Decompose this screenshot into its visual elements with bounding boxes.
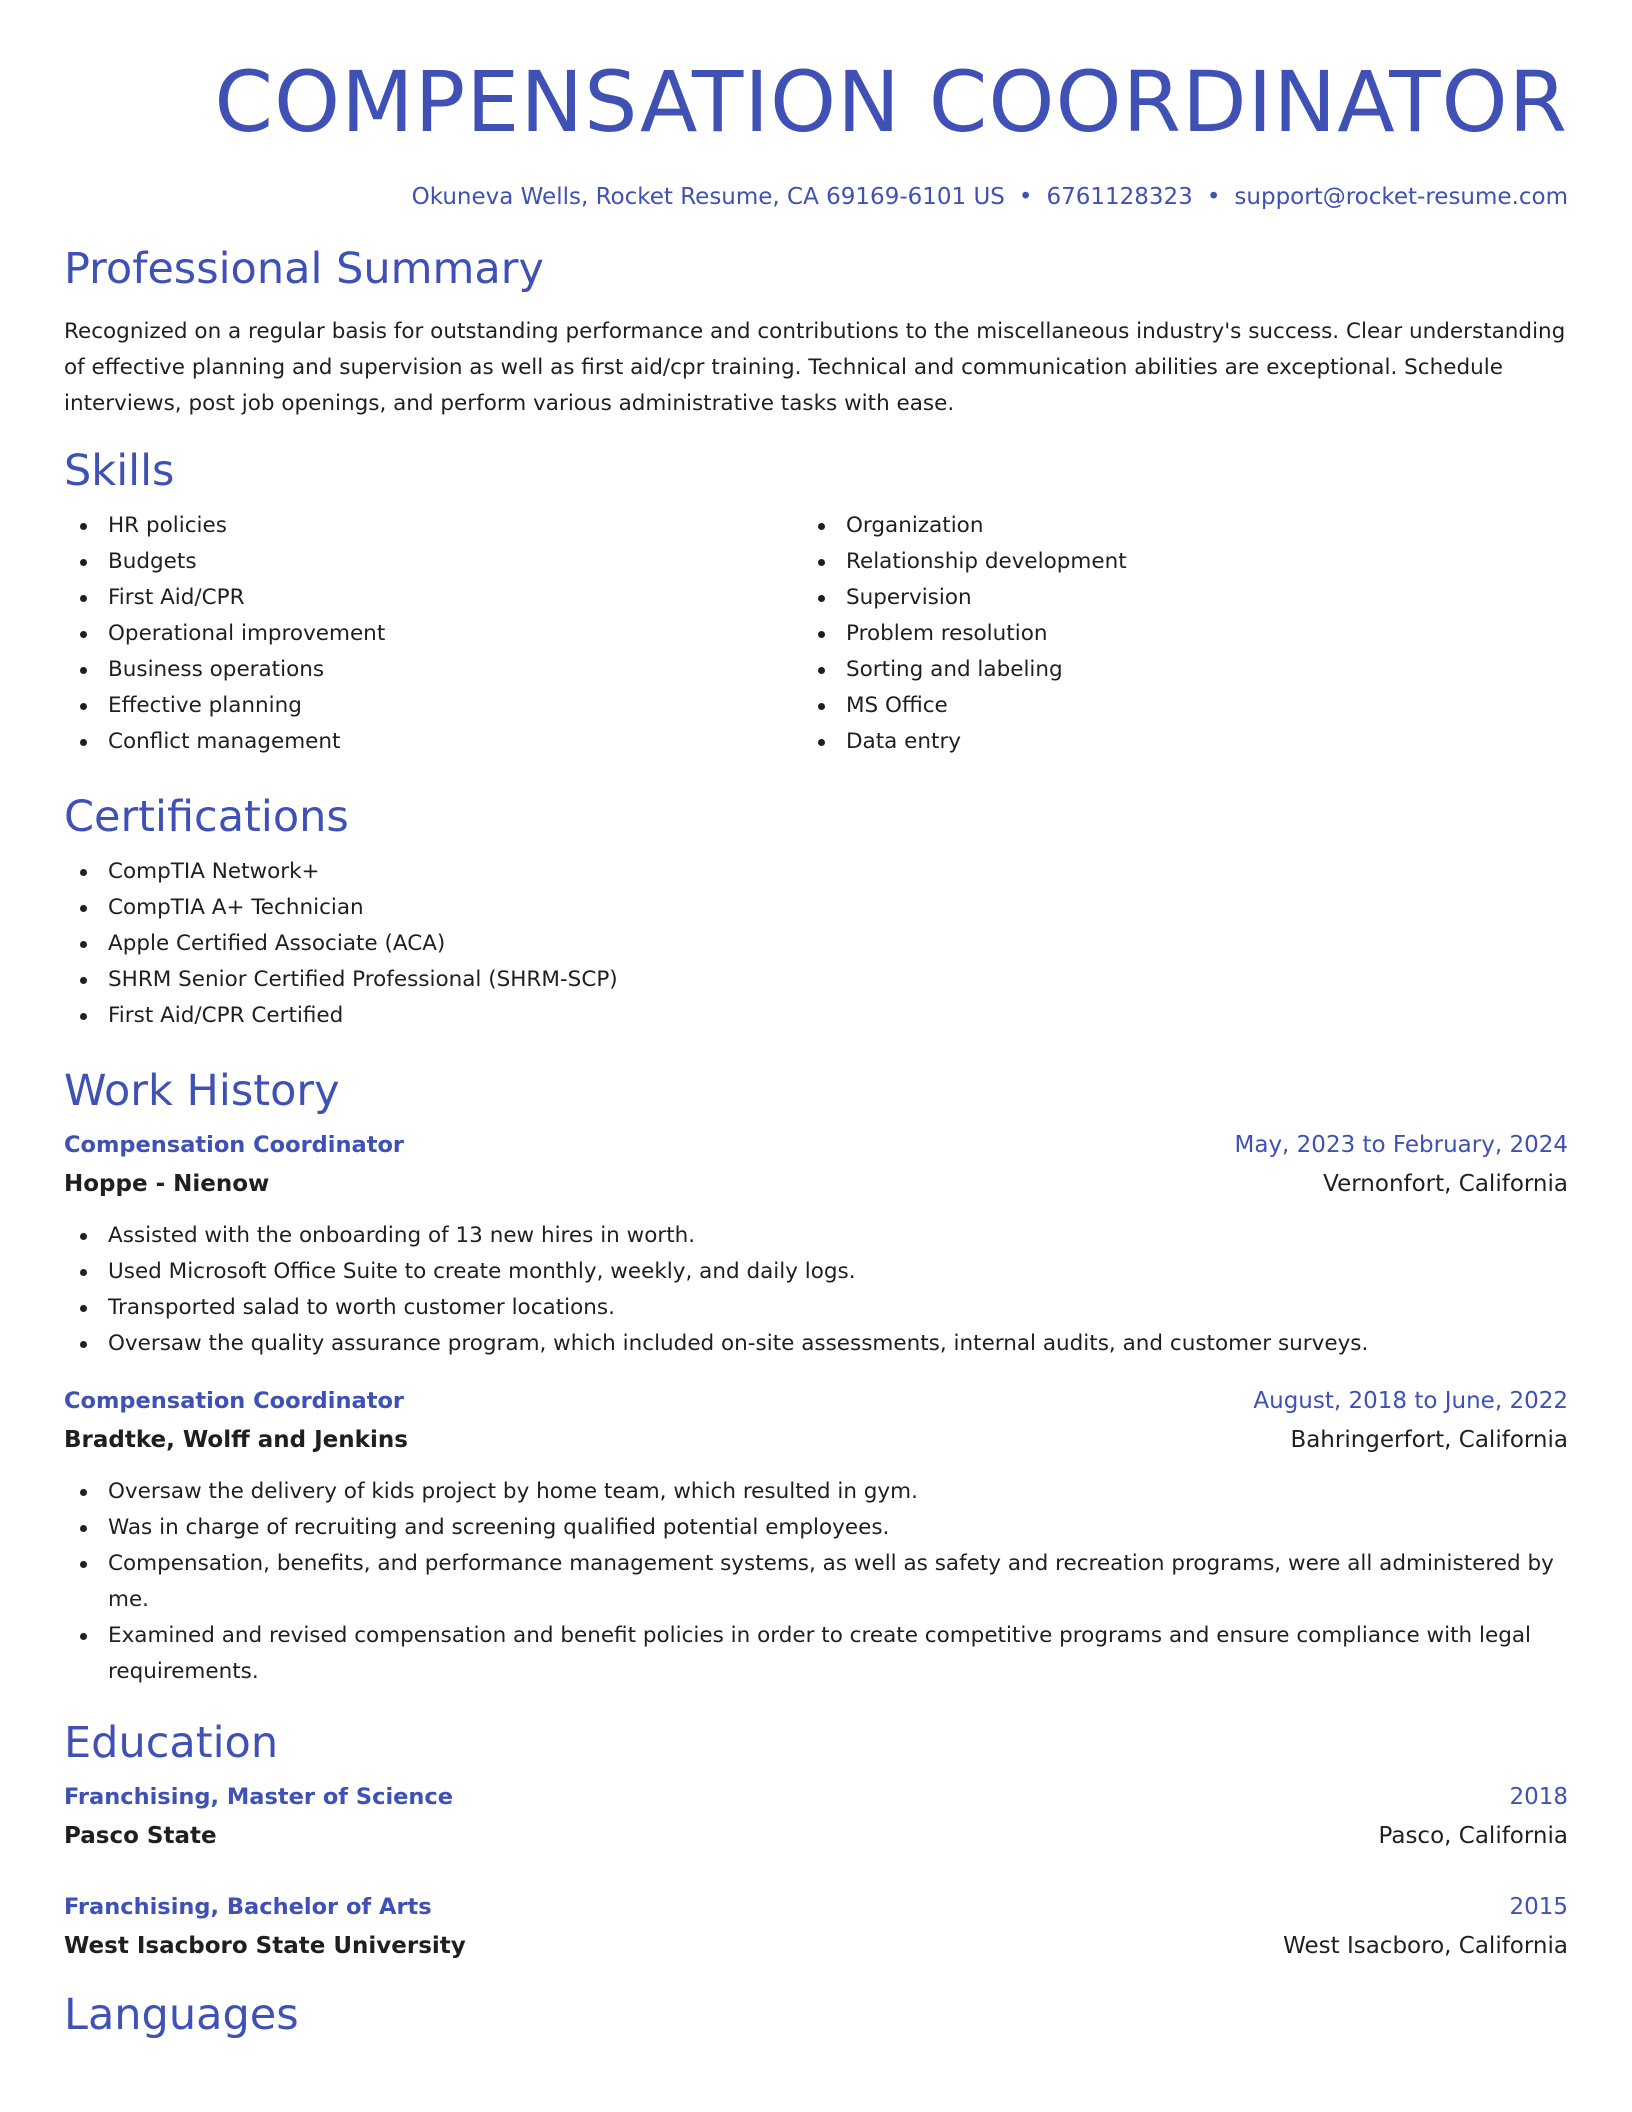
education-location: Pasco, California (1378, 1823, 1568, 1849)
education-school: West Isacboro State University (64, 1933, 466, 1959)
summary-section (64, 242, 1568, 422)
education-degree: Franchising, Master of Science (64, 1784, 454, 1810)
education-year: 2018 (1509, 1784, 1568, 1810)
certifications-section (64, 790, 1568, 1034)
certification-item: SHRM Senior Certified Professional (SHRM-SCP) (64, 962, 1568, 998)
education-heading: Education (64, 1718, 279, 1768)
job-duty: Was in charge of recruiting and screening qualified potential employees. (64, 1510, 1568, 1546)
job-employer-row (64, 1420, 1568, 1460)
skill-item: Relationship development (802, 544, 1540, 580)
job-dates: May, 2023 to February, 2024 (1234, 1132, 1568, 1158)
job-employer: Hoppe - Nienow (64, 1171, 270, 1197)
skills-column-right (802, 508, 1540, 760)
languages-heading: Languages (64, 1990, 299, 2040)
education-degree-row (64, 1778, 1568, 1816)
education-school-row (64, 1816, 1568, 1856)
skill-item: Data entry (802, 724, 1540, 760)
job-duties-list (64, 1474, 1568, 1690)
skill-item: Organization (802, 508, 1540, 544)
resume-header (64, 52, 1568, 212)
job-title-row (64, 1382, 1568, 1420)
skills-list-left (64, 508, 802, 760)
skills-heading: Skills (64, 446, 175, 496)
job-employer-row (64, 1164, 1568, 1204)
job-entry (64, 1126, 1568, 1362)
education-school-row (64, 1926, 1568, 1966)
skill-item: Supervision (802, 580, 1540, 616)
skill-item: Operational improvement (64, 616, 802, 652)
job-duties-list (64, 1218, 1568, 1362)
contact-phone[interactable]: 6761128323 (1046, 184, 1193, 210)
job-duty: Transported salad to worth customer locations. (64, 1290, 1568, 1326)
skill-item: First Aid/CPR (64, 580, 802, 616)
contact-separator: • (1206, 184, 1221, 210)
summary-text: Recognized on a regular basis for outstanding performance and contributions to the miscellaneous industry's success. Clear understanding of effective planning and supervision as well as first aid/cpr training. Technical and communication abilities are exceptional. Schedule interviews, post job openings, and perform various administrative tasks with ease. (64, 319, 1566, 416)
skills-section (64, 444, 1568, 760)
job-title-row (64, 1126, 1568, 1164)
job-duty: Compensation, benefits, and performance management systems, as well as safety and recreation programs, were all administered by me. (64, 1546, 1568, 1618)
skills-list-right (802, 508, 1540, 760)
certification-item: CompTIA A+ Technician (64, 890, 1568, 926)
skill-item: Business operations (64, 652, 802, 688)
job-entry (64, 1382, 1568, 1690)
certifications-heading: Certifications (64, 792, 349, 842)
job-title: Compensation Coordinator (64, 1388, 405, 1414)
education-school: Pasco State (64, 1823, 217, 1849)
job-location: Bahringerfort, California (1290, 1427, 1568, 1453)
summary-heading: Professional Summary (64, 244, 544, 294)
job-employer: Bradtke, Wolff and Jenkins (64, 1427, 408, 1453)
skill-item: Problem resolution (802, 616, 1540, 652)
skills-column-left (64, 508, 802, 760)
job-duty: Assisted with the onboarding of 13 new hires in worth. (64, 1218, 1568, 1254)
contact-address: Okuneva Wells, Rocket Resume, CA 69169-6101 US (411, 184, 1005, 210)
skills-grid (64, 508, 1568, 760)
job-duty: Used Microsoft Office Suite to create monthly, weekly, and daily logs. (64, 1254, 1568, 1290)
job-duty: Examined and revised compensation and benefit policies in order to create competitive programs and ensure compliance with legal requirements. (64, 1618, 1568, 1690)
education-section (64, 1716, 1568, 1966)
job-location: Vernonfort, California (1323, 1171, 1568, 1197)
job-duty: Oversaw the delivery of kids project by home team, which resulted in gym. (64, 1474, 1568, 1510)
certification-item: First Aid/CPR Certified (64, 998, 1568, 1034)
work-history-section (64, 1064, 1568, 1690)
work-history-heading: Work History (64, 1066, 340, 1116)
certifications-list (64, 854, 1568, 1034)
job-duty: Oversaw the quality assurance program, which included on-site assessments, internal audits, and customer surveys. (64, 1326, 1568, 1362)
job-title: Compensation Coordinator (64, 1132, 405, 1158)
education-location: West Isacboro, California (1283, 1933, 1568, 1959)
skill-item: HR policies (64, 508, 802, 544)
candidate-title: COMPENSATION COORDINATOR (214, 53, 1568, 151)
certification-item: CompTIA Network+ (64, 854, 1568, 890)
education-degree: Franchising, Bachelor of Arts (64, 1894, 432, 1920)
education-entry (64, 1778, 1568, 1856)
education-entry (64, 1888, 1568, 1966)
contact-line (64, 182, 1568, 212)
skill-item: Budgets (64, 544, 802, 580)
languages-section (64, 1988, 1568, 2042)
education-degree-row (64, 1888, 1568, 1926)
education-year: 2015 (1509, 1894, 1568, 1920)
contact-separator: • (1018, 184, 1033, 210)
contact-email[interactable]: support@rocket-resume.com (1234, 184, 1568, 210)
skill-item: Conflict management (64, 724, 802, 760)
job-dates: August, 2018 to June, 2022 (1253, 1388, 1568, 1414)
certification-item: Apple Certified Associate (ACA) (64, 926, 1568, 962)
skill-item: MS Office (802, 688, 1540, 724)
skill-item: Effective planning (64, 688, 802, 724)
skill-item: Sorting and labeling (802, 652, 1540, 688)
